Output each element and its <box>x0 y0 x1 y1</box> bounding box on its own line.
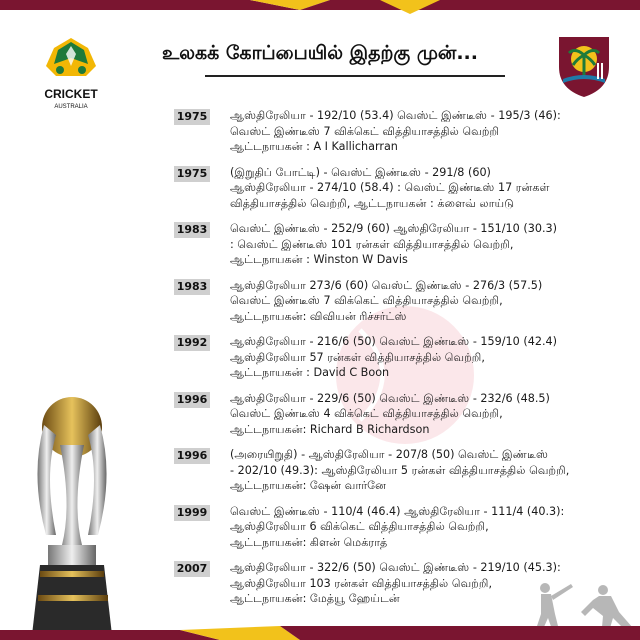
list-item <box>174 108 614 155</box>
list-item <box>174 221 614 268</box>
bottom-decorative-band <box>0 624 640 640</box>
match-summary <box>230 334 557 381</box>
logo-line1: CRICKET <box>44 87 98 101</box>
summary-line: ஆஸ்திரேலியா 103 ரன்கள் வித்தியாசத்தில் வெற்றி, <box>230 576 493 590</box>
title-underline <box>205 75 505 77</box>
match-summary <box>230 447 569 494</box>
summary-line: (அரையிறுதி) - ஆஸ்திரேலியா - 207/8 (50) வெஸ்ட் இண்டீஸ் <box>230 448 548 461</box>
match-summary <box>230 391 550 438</box>
year-badge: 1996 <box>174 448 210 464</box>
year-badge: 2007 <box>174 561 210 577</box>
summary-line: (இறுதிப் போட்டி) - வெஸ்ட் இண்டீஸ் - 291/8 (60) <box>230 165 491 179</box>
year-badge: 1983 <box>174 222 210 238</box>
summary-line: : வெஸ்ட் இண்டீஸ் 101 ரன்கள் வித்தியாசத்தில் வெற்றி, <box>230 237 514 251</box>
summary-line: ஆட்டநாயகன் : Winston W Davis <box>230 253 408 266</box>
list-item <box>174 391 614 438</box>
summary-line: ஆட்டநாயகன்: மேத்யூ ஹேய்டன் <box>230 592 400 605</box>
list-item <box>174 165 614 212</box>
summary-line: வெஸ்ட் இண்டீஸ் - 252/9 (60) ஆஸ்திரேலியா - 151/10 (30.3) <box>230 222 557 235</box>
list-item <box>174 560 614 607</box>
summary-line: வெஸ்ட் இண்டீஸ் 7 விக்கெட் வித்தியாசத்தில் வெற்றி <box>230 124 500 138</box>
top-decorative-band <box>0 0 640 14</box>
summary-line: ஆஸ்திரேலியா - 216/6 (50) வெஸ்ட் இண்டீஸ் - 159/10 (42.4) <box>230 335 557 348</box>
summary-line: ஆட்டநாயகன் : A I Kallicharran <box>230 140 398 153</box>
summary-line: ஆஸ்திரேலியா 6 விக்கெட் வித்தியாசத்தில் வெற்றி, <box>230 520 489 533</box>
summary-line: ஆஸ்திரேலியா 273/6 (60) வெஸ்ட் இண்டீஸ் - 276/3 (57.5) <box>230 278 543 292</box>
match-summary <box>230 504 564 551</box>
summary-line: வித்தியாசத்தில் வெற்றி, ஆட்டநாயகன் : க்ளைவ் லாய்டு <box>230 196 515 210</box>
summary-line: வெஸ்ட் இண்டீஸ் 4 விக்கெட் வித்தியாசத்தில் வெற்றி, <box>230 407 503 420</box>
summary-line: ஆட்டநாயகன் : David C Boon <box>230 366 390 379</box>
match-summary <box>230 278 542 325</box>
page-title: உலகக் கோப்பையில் இதற்கு முன்... <box>162 42 478 64</box>
summary-line: ஆஸ்திரேலியா - 229/6 (50) வெஸ்ட் இண்டீஸ் - 232/6 (48.5) <box>230 391 550 405</box>
summary-line: ஆட்டநாயகன்: ஷேன் வார்னே <box>230 479 386 492</box>
year-badge: 1975 <box>174 166 210 182</box>
match-summary <box>230 221 557 268</box>
year-badge: 1975 <box>174 109 210 125</box>
match-history-list <box>174 108 614 617</box>
summary-line: ஆஸ்திரேலியா - 192/10 (53.4) வெஸ்ட் இண்டீஸ் - 195/3 (46): <box>230 109 561 122</box>
world-cup-trophy-icon <box>0 395 140 635</box>
summary-line: ஆட்டநாயகன்: கிளன் மெக்ராத் <box>230 535 388 549</box>
match-summary <box>230 108 561 155</box>
summary-line: ஆஸ்திரேலியா - 274/10 (58.4) : வெஸ்ட் இண்டீஸ் 17 ரன்கள் <box>230 181 550 194</box>
logo-line2: AUSTRALIA <box>54 104 88 110</box>
summary-line: ஆட்டநாயகன்: Richard B Richardson <box>230 422 430 436</box>
year-badge: 1999 <box>174 505 210 521</box>
year-badge: 1996 <box>174 392 210 408</box>
year-badge: 1983 <box>174 279 210 295</box>
summary-line: - 202/10 (49.3): ஆஸ்திரேலியா 5 ரன்கள் வித்தியாசத்தில் வெற்றி, <box>230 463 570 477</box>
summary-line: ஆட்டநாயகன்: விவியன் ரிச்சர்ட்ஸ் <box>230 309 407 323</box>
list-item <box>174 278 614 325</box>
list-item <box>174 334 614 381</box>
match-summary <box>230 165 550 212</box>
summary-line: வெஸ்ட் இண்டீஸ் - 110/4 (46.4) ஆஸ்திரேலியா - 111/4 (40.3): <box>230 504 565 518</box>
year-badge: 1992 <box>174 335 210 351</box>
match-summary <box>230 560 561 607</box>
summary-line: ஆஸ்திரேலியா - 322/6 (50) வெஸ்ட் இண்டீஸ் - 219/10 (45.3): <box>230 561 561 574</box>
list-item <box>174 504 614 551</box>
summary-line: வெஸ்ட் இண்டீஸ் 7 விக்கெட் வித்தியாசத்தில் வெற்றி, <box>230 294 503 307</box>
list-item <box>174 447 614 494</box>
summary-line: ஆஸ்திரேலியா 57 ரன்கள் வித்தியாசத்தில் வெற்றி, <box>230 350 485 364</box>
